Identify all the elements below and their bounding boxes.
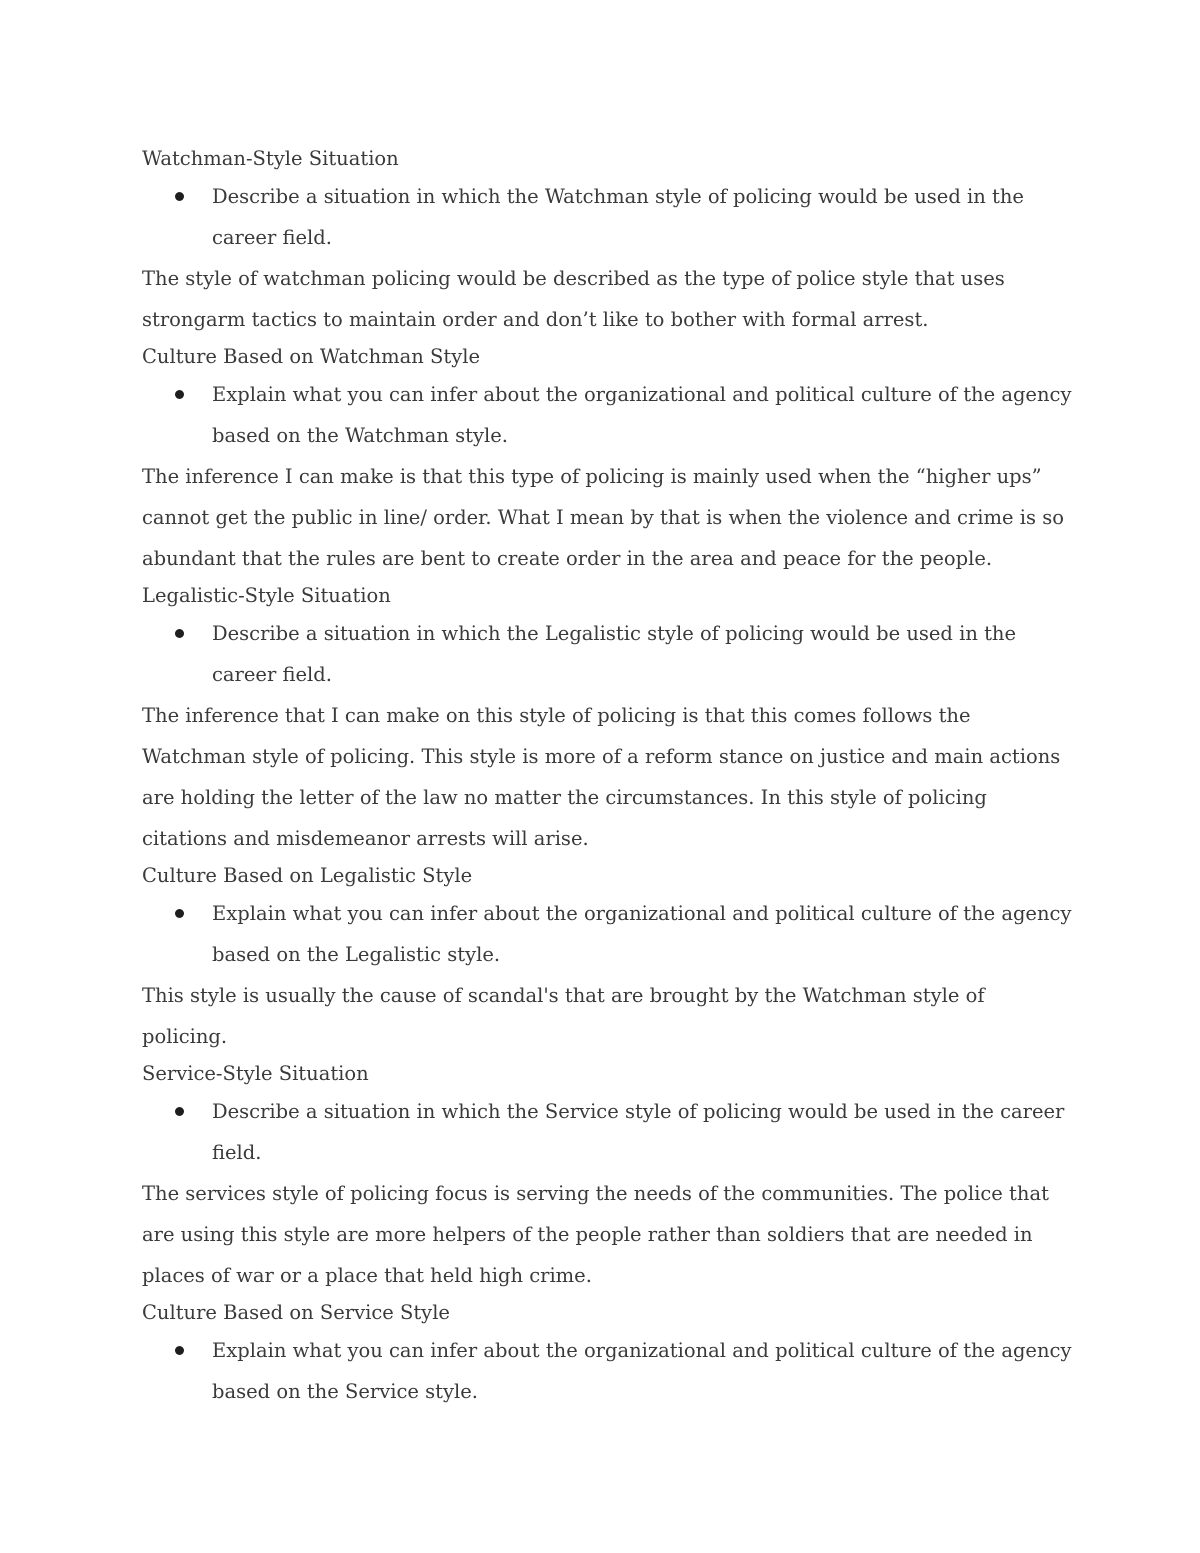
section-heading: Watchman-Style Situation	[142, 147, 399, 170]
prompt-text: Describe a situation in which the Service style of policing would be used in the career field.	[212, 1100, 1065, 1164]
section-heading: Legalistic-Style Situation	[142, 584, 391, 607]
section-heading: Service-Style Situation	[142, 1062, 369, 1085]
bullet-icon	[175, 909, 184, 918]
bullet-icon	[175, 629, 184, 638]
prompt-text: Explain what you can infer about the organizational and political culture of the agency based on the Legalistic style.	[212, 902, 1072, 966]
section-heading: Culture Based on Service Style	[142, 1301, 450, 1324]
bullet-prompt	[142, 176, 1072, 258]
prompt-text: Describe a situation in which the Legalistic style of policing would be used in the career field.	[212, 622, 1017, 686]
prompt-text: Describe a situation in which the Watchman style of policing would be used in the career field.	[212, 185, 1024, 249]
bullet-icon	[175, 1107, 184, 1116]
bullet-icon	[175, 1346, 184, 1355]
bullet-prompt	[142, 893, 1072, 975]
bullet-icon	[175, 192, 184, 201]
prompt-text: Explain what you can infer about the organizational and political culture of the agency based on the Service style.	[212, 1339, 1072, 1403]
bullet-prompt	[142, 1330, 1072, 1412]
answer-text: The services style of policing focus is serving the needs of the communities. The police that are using this style are more helpers of the people rather than soldiers that are needed in places of war or a place that held high crime.	[142, 1182, 1049, 1287]
section-heading: Culture Based on Legalistic Style	[142, 864, 473, 887]
section-service-situation	[142, 1057, 1072, 1296]
section-heading: Culture Based on Watchman Style	[142, 345, 481, 368]
answer-text: The inference that I can make on this style of policing is that this comes follows the Watchman style of policing. This style is more of a reform stance on justice and main actions are holding the letter of the law no matter the circumstances. In this style of policing citations and misdemeanor arrests will arise.	[142, 704, 1061, 850]
bullet-prompt	[142, 374, 1072, 456]
section-watchman-culture	[142, 340, 1072, 579]
bullet-icon	[175, 390, 184, 399]
bullet-prompt	[142, 613, 1072, 695]
answer-text: This style is usually the cause of scandal's that are brought by the Watchman style of policing.	[142, 984, 985, 1048]
document-page	[142, 142, 1072, 1412]
prompt-text: Explain what you can infer about the organizational and political culture of the agency based on the Watchman style.	[212, 383, 1072, 447]
section-legalistic-situation	[142, 579, 1072, 859]
answer-text: The inference I can make is that this type of policing is mainly used when the “higher ups” cannot get the public in line/ order. What I mean by that is when the violence and crime is so abundant that the rules are bent to create order in the area and peace for the people.	[142, 465, 1064, 570]
bullet-prompt	[142, 1091, 1072, 1173]
section-watchman-situation	[142, 142, 1072, 340]
answer-text: The style of watchman policing would be described as the type of police style that uses strongarm tactics to maintain order and don’t like to bother with formal arrest.	[142, 267, 1005, 331]
section-service-culture	[142, 1296, 1072, 1412]
section-legalistic-culture	[142, 859, 1072, 1057]
